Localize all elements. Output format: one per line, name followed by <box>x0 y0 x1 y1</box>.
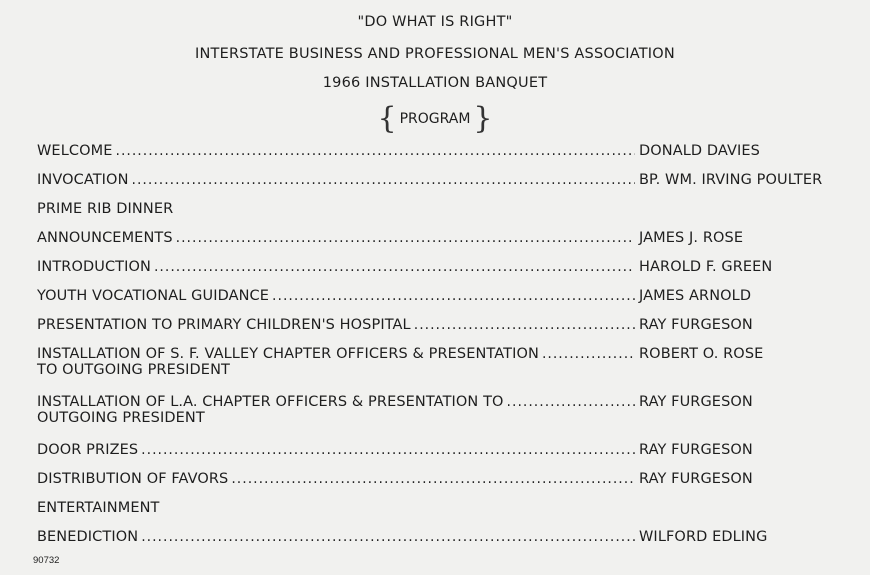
program-item-continuation: TO OUTGOING PRESIDENT <box>37 362 230 378</box>
dot-leader <box>141 442 635 458</box>
program-item <box>37 143 857 159</box>
program-item <box>37 317 857 333</box>
dot-leader <box>176 230 635 246</box>
program-item-continuation: OUTGOING PRESIDENT <box>37 410 205 426</box>
program-item-label: ENTERTAINMENT <box>37 500 160 516</box>
program-item-person: ROBERT O. ROSE <box>639 346 764 362</box>
program-item-label: BENEDICTION <box>37 529 139 545</box>
program-item <box>37 288 857 304</box>
program-item-person: RAY FURGESON <box>639 394 753 410</box>
program-item-label: WELCOME <box>37 143 113 159</box>
program-item <box>37 259 857 275</box>
program-item-label: INSTALLATION OF L.A. CHAPTER OFFICERS & PRESENTATION TO <box>37 394 504 410</box>
dot-leader <box>231 471 635 487</box>
program-item-label: INSTALLATION OF S. F. VALLEY CHAPTER OFFICERS & PRESENTATION <box>37 346 539 362</box>
program-item-person: JAMES J. ROSE <box>639 230 744 246</box>
program-item-label: PRIME RIB DINNER <box>37 201 174 217</box>
program-item <box>37 471 857 487</box>
program-item-person: JAMES ARNOLD <box>639 288 752 304</box>
program-item-label: INVOCATION <box>37 172 129 188</box>
program-item-person: DONALD DAVIES <box>639 143 760 159</box>
program-item <box>37 201 857 217</box>
section-title: PROGRAM <box>399 111 471 127</box>
program-item <box>37 346 857 378</box>
program-item-label: INTRODUCTION <box>37 259 151 275</box>
program-item <box>37 442 857 458</box>
program-item <box>37 172 857 188</box>
document-id: 90732 <box>33 555 60 566</box>
program-item-label: PRESENTATION TO PRIMARY CHILDREN'S HOSPITAL <box>37 317 411 333</box>
dot-leader <box>132 172 635 188</box>
program-item <box>37 529 857 545</box>
program-item-label: YOUTH VOCATIONAL GUIDANCE <box>37 288 270 304</box>
dot-leader <box>154 259 635 275</box>
program-item-person: RAY FURGESON <box>639 317 753 333</box>
program-item-person: WILFORD EDLING <box>639 529 768 545</box>
event-title: 1966 INSTALLATION BANQUET <box>322 75 548 91</box>
program-item-person: RAY FURGESON <box>639 442 753 458</box>
motto: "DO WHAT IS RIGHT" <box>357 14 513 30</box>
left-brace-glyph: { <box>377 101 397 136</box>
program-heading <box>0 101 870 136</box>
program-item-person: HAROLD F. GREEN <box>639 259 773 275</box>
organization-name: INTERSTATE BUSINESS AND PROFESSIONAL MEN'S ASSOCIATION <box>195 46 675 62</box>
program-item-label: DOOR PRIZES <box>37 442 139 458</box>
program-item-label: ANNOUNCEMENTS <box>37 230 173 246</box>
right-brace-glyph: } <box>473 101 493 136</box>
program-item <box>37 230 857 246</box>
dot-leader <box>414 317 635 333</box>
program-item <box>37 394 857 426</box>
program-item-person: BP. WM. IRVING POULTER <box>639 172 823 188</box>
program-item-person: RAY FURGESON <box>639 471 753 487</box>
program-item-label: DISTRIBUTION OF FAVORS <box>37 471 229 487</box>
dot-leader <box>507 394 635 410</box>
dot-leader <box>542 346 635 362</box>
dot-leader <box>272 288 635 304</box>
program-item <box>37 500 857 516</box>
dot-leader <box>116 143 636 159</box>
dot-leader <box>141 529 635 545</box>
